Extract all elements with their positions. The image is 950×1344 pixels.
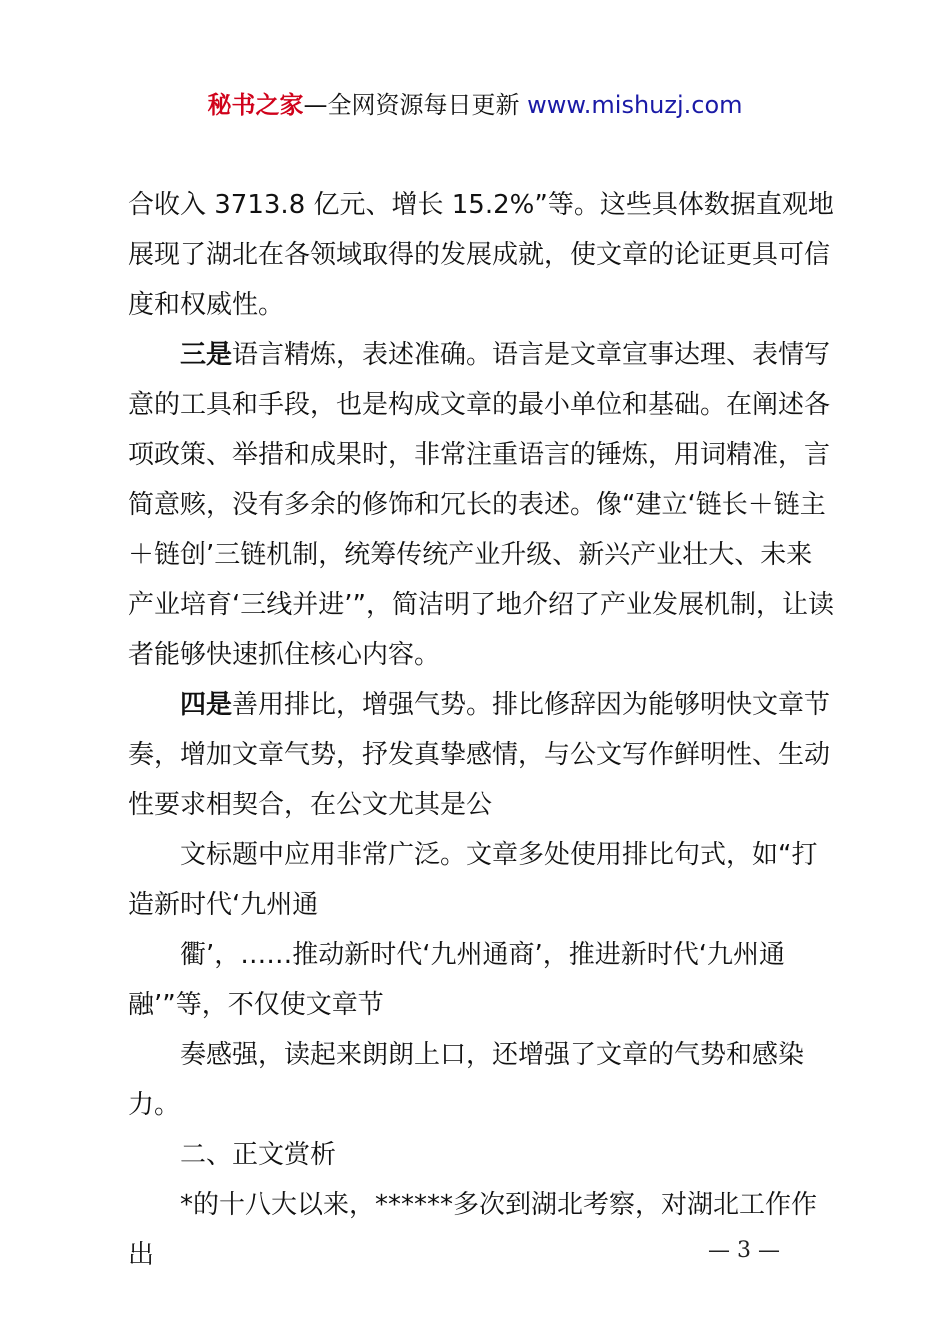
site-header (0, 88, 950, 122)
paragraph-6: 奏感强，读起来朗朗上口，还增强了文章的气势和感染力。 (128, 1040, 805, 1120)
site-url-link[interactable]: www.mishuzj.com (527, 91, 743, 119)
header-tagline: —全网资源每日更新 (303, 91, 528, 119)
paragraph-8: *的十八大以来，******多次到湖北考察，对湖北工作作出 (128, 1190, 818, 1270)
document-body (128, 180, 838, 1280)
paragraph-5: 衢’，……推动新时代‘九州通商’，推进新时代‘九州通融’”等，不仅使文章节 (128, 940, 786, 1020)
paragraph-3 (128, 680, 838, 830)
paragraph-2-lead: 三是 (180, 340, 233, 370)
section-heading: 二、正文赏析 (180, 1140, 337, 1170)
brand-name: 秘书之家 (207, 91, 304, 119)
paragraph-3-text: 善用排比，增强气势。排比修辞因为能够明快文章节奏，增加文章气势，抒发真挚感情，与公文写作鲜明性、生动性要求相契合，在公文尤其是公 (128, 690, 831, 820)
paragraph-3-lead: 四是 (180, 690, 233, 720)
page-number: — 3 — (708, 1238, 780, 1263)
paragraph-2 (128, 330, 838, 680)
paragraph-4: 文标题中应用非常广泛。文章多处使用排比句式，如“打造新时代‘九州通 (128, 840, 818, 920)
paragraph-2-text: 语言精炼，表述准确。语言是文章宣事达理、表情写意的工具和手段，也是构成文章的最小单位和基础。在阐述各项政策、举措和成果时，非常注重语言的锤炼，用词精准，言简意赅，没有多余的修饰和冗长的表述。像“建立‘链长＋链主＋链创’三链机制，统筹传统产业升级、新兴产业壮大、未来产业培育‘三线并进’”，简洁明了地介绍了产业发展机制，让读者能够快速抓住核心内容。 (128, 340, 834, 670)
paragraph-1: 合收入 3713.8 亿元、增长 15.2%”等。这些具体数据直观地展现了湖北在各领域取得的发展成就，使文章的论证更具可信度和权威性。 (128, 190, 834, 320)
